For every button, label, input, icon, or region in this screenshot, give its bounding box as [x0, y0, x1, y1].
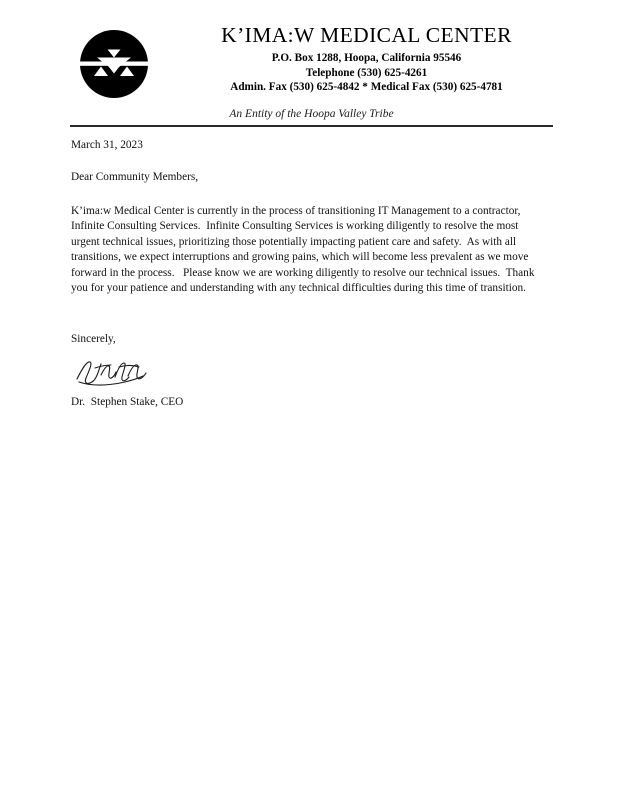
letter-date: March 31, 2023: [71, 139, 143, 151]
entity-tagline: An Entity of the Hoopa Valley Tribe: [229, 108, 394, 120]
letterhead-divider: [70, 125, 553, 127]
letter-closing: Sincerely,: [71, 333, 116, 346]
address-line: P.O. Box 1288, Hoopa, California 95546: [271, 52, 462, 64]
letter-paragraph: K’ima:w Medical Center is currently in the process of transitioning IT Management to a contractor, Infinite Consulting Services. Infinite Consulting Services is working diligently to resolve the most urgent technical issues, prioritizing those potentially impacting patient care and safety. As with all transitions, we expect interruptions and growing pains, which will become less prevalent as we move forward in the process. Please know we are working diligently to resolve our technical issues. Thank you for your patience and understanding with any technical difficulties during this time of transition.: [71, 205, 538, 295]
handwritten-signature-icon: [73, 355, 153, 389]
letter-salutation: Dear Community Members,: [71, 171, 199, 183]
letterhead: [70, 22, 553, 114]
organization-title: K’IMA:W MEDICAL CENTER: [221, 23, 512, 47]
fax-line: Admin. Fax (530) 625-4842 * Medical Fax (530) 625-4781: [230, 81, 503, 93]
telephone-line: Telephone (530) 625-4261: [305, 66, 428, 79]
hoopa-tribe-circle-logo-icon: [78, 28, 150, 100]
letter-body: [71, 138, 541, 410]
signer-name-title: Dr. Stephen Stake, CEO: [71, 396, 184, 409]
letterhead-text: [180, 22, 553, 95]
